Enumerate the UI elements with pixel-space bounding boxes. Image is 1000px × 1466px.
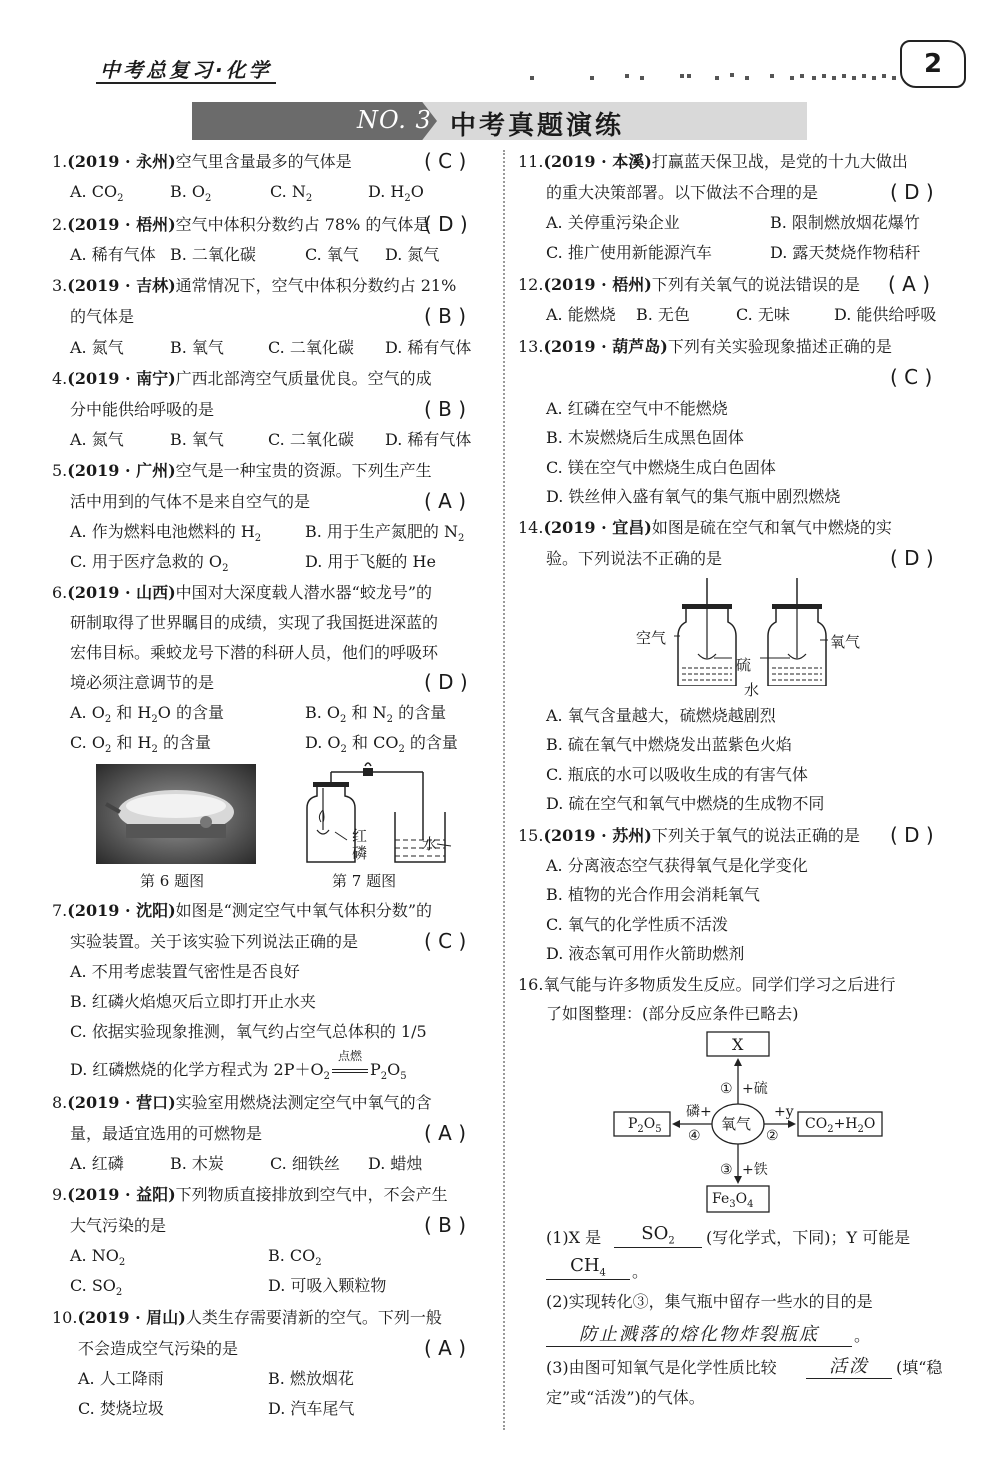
diagram-node-x: X <box>732 1035 744 1054</box>
header-title: 中考总复习·化学 <box>100 58 272 82</box>
q5-option-c: C. 用于医疗急救的 $O_2$ <box>70 552 229 575</box>
q2-option-b: B. 二氧化碳 <box>170 245 256 264</box>
diagram-node-p2o5: $P_2O_5$ <box>628 1116 662 1135</box>
answer-1: ( C ) <box>424 149 467 173</box>
diagram-label-2: ② <box>766 1128 779 1144</box>
question-11: 11.(2019 · 本溪)打赢蓝天保卫战，是党的十九大做出 <box>518 152 908 171</box>
q7-option-b: B. 红磷火焰熄灭后立即打开止水夹 <box>70 992 316 1011</box>
q4-option-d: D. 稀有气体 <box>385 430 472 449</box>
diagram-label-3-text: +铁 <box>742 1162 768 1178</box>
q6-option-d: D. $O_2$ 和 $CO_2$ 的含量 <box>305 733 458 756</box>
q13-option-b: B. 木炭燃烧后生成黑色固体 <box>546 428 744 447</box>
q5-option-d: D. 用于飞艇的 He <box>305 552 436 571</box>
question-7-line2: 实验装置。关于该实验下列说法正确的是 <box>70 932 359 951</box>
q14-figure-label-water: 水 <box>744 681 760 699</box>
q7-option-d: D. 红磷燃烧的化学方程式为 $2P+O_2$ 点燃 $P_2O_5$ <box>70 1060 407 1087</box>
q10-option-a: A. 人工降雨 <box>78 1369 164 1388</box>
q16-answer-x: $SO_2$ <box>614 1223 702 1248</box>
q3-option-b: B. 氧气 <box>170 338 224 357</box>
q4-option-b: B. 氧气 <box>170 430 224 449</box>
answer-3: ( B ) <box>424 304 467 328</box>
answer-10: ( A ) <box>424 1336 467 1360</box>
page-number: 2 <box>900 40 966 88</box>
q14-option-c: C. 瓶底的水可以吸收生成的有害气体 <box>546 765 808 784</box>
answer-7: ( C ) <box>424 929 467 953</box>
q10-option-c: C. 焚烧垃圾 <box>78 1399 164 1418</box>
question-7: 7.(2019 · 沈阳)如图是“测定空气中氧气体积分数”的 <box>52 901 433 920</box>
q3-option-c: C. 二氧化碳 <box>268 338 354 357</box>
question-8: 8.(2019 · 营口)实验室用燃烧法测定空气中氧气的含 <box>52 1093 432 1112</box>
answer-4: ( B ) <box>424 397 467 421</box>
q5-option-a: A. 作为燃料电池燃料的 $H_2$ <box>70 522 262 545</box>
diagram-label-4-text: 磷+ <box>686 1104 712 1120</box>
question-4: 4.(2019 · 南宁)广西北部湾空气质量优良。空气的成 <box>52 369 432 388</box>
header-rule <box>96 82 276 84</box>
q16-part3-c: 定”或“活泼”)的气体。 <box>546 1388 705 1407</box>
q14-figure-label-sulfur: 硫 <box>736 656 752 674</box>
q7-option-a: A. 不用考虑装置气密性是否良好 <box>70 962 300 981</box>
diagram-label-2-text: +y <box>774 1104 794 1120</box>
banner-title: 中考真题演练 <box>450 111 625 141</box>
q16-answer-water-purpose: 防止溅落的熔化物炸裂瓶底 <box>546 1320 852 1347</box>
diagram-label-4: ④ <box>688 1128 701 1144</box>
question-16: 16.氧气能与许多物质发生反应。同学们学习之后进行 <box>518 975 896 994</box>
q5-option-b: B. 用于生产氮肥的 $N_2$ <box>305 522 465 545</box>
question-4-line2: 分中能供给呼吸的是 <box>70 400 215 419</box>
q10-option-b: B. 燃放烟花 <box>268 1369 354 1388</box>
answer-6: ( D ) <box>424 670 468 694</box>
ignition-condition: 点燃 <box>337 1049 362 1063</box>
diagram-center-oxygen: 氧气 <box>721 1115 752 1133</box>
section-banner <box>192 102 807 140</box>
banner-number: NO. 3 <box>357 106 432 134</box>
q14-option-a: A. 氧气含量越大，硫燃烧越剧烈 <box>546 706 776 725</box>
q15-option-b: B. 植物的光合作用会消耗氧气 <box>546 885 760 904</box>
answer-11: ( D ) <box>890 180 934 204</box>
question-12: 12.(2019 · 梧州)下列有关氧气的说法错误的是 <box>518 275 860 294</box>
q11-option-a: A. 关停重污染企业 <box>546 213 680 232</box>
column-divider <box>503 150 505 1430</box>
q11-option-c: C. 推广使用新能源汽车 <box>546 243 712 262</box>
q16-part1: (1)X 是 <box>546 1228 602 1247</box>
q1-option-a: A. $CO_2$ <box>70 182 124 205</box>
figure-7-label-red: 红 <box>352 827 368 845</box>
answer-12: ( A ) <box>888 272 931 296</box>
q16-part2-end: 。 <box>854 1326 871 1345</box>
answer-15: ( D ) <box>890 823 934 847</box>
q4-option-c: C. 二氧化碳 <box>268 430 354 449</box>
question-6: 6.(2019 · 山西)中国对大深度载人潜水器“蛟龙号”的 <box>52 583 433 602</box>
q2-option-d: D. 氮气 <box>385 245 440 264</box>
q1-option-b: B. $O_2$ <box>170 182 212 205</box>
diagram-node-fe3o4: $Fe_3O_4$ <box>712 1191 754 1210</box>
question-11-line2: 的重大决策部署。以下做法不合理的是 <box>546 183 819 202</box>
q16-part2: (2)实现转化③，集气瓶中留存一些水的目的是 <box>546 1292 873 1311</box>
q8-option-a: A. 红磷 <box>70 1154 124 1173</box>
q6-option-a: A. $O_2$ 和 $H_2O$ 的含量 <box>70 703 224 726</box>
q1-option-c: C. $N_2$ <box>270 182 313 205</box>
q3-option-d: D. 稀有气体 <box>385 338 472 357</box>
q15-option-d: D. 液态氧可用作火箭助燃剂 <box>546 944 745 963</box>
q4-option-a: A. 氮气 <box>70 430 124 449</box>
q2-option-c: C. 氧气 <box>305 245 359 264</box>
q14-option-d: D. 硫在空气和氧气中燃烧的生成物不同 <box>546 794 825 813</box>
question-9: 9.(2019 · 益阳)下列物质直接排放到空气中，不会产生 <box>52 1185 448 1204</box>
answer-2: ( D ) <box>424 212 468 236</box>
q13-option-a: A. 红磷在空气中不能燃烧 <box>546 399 728 418</box>
answer-14: ( D ) <box>890 546 934 570</box>
question-8-line2: 量，最适宜选用的可燃物是 <box>70 1124 263 1143</box>
q16-part1-b: (写化学式，下同)；Y 可能是 <box>706 1228 911 1247</box>
answer-5: ( A ) <box>424 489 467 513</box>
figure-7-label-water: 水 <box>422 835 438 853</box>
q7-option-c: C. 依据实验现象推测，氧气约占空气总体积的 1/5 <box>70 1022 427 1041</box>
diagram-label-1: ① <box>720 1081 733 1097</box>
question-14-line2: 验。下列说法不正确的是 <box>546 549 723 568</box>
answer-8: ( A ) <box>424 1121 467 1145</box>
q8-option-c: C. 细铁丝 <box>270 1154 340 1173</box>
q16-part3-b: (填“稳 <box>896 1358 943 1377</box>
sulfur-combustion-apparatus <box>672 574 842 686</box>
q9-option-d: D. 可吸入颗粒物 <box>268 1276 387 1295</box>
q14-figure-label-air: 空气 <box>636 629 667 647</box>
question-6-line3: 宏伟目标。乘蛟龙号下潜的科研人员，他们的呼吸环 <box>70 643 439 662</box>
question-5: 5.(2019 · 广州)空气是一种宝贵的资源。下列生产生 <box>52 461 432 480</box>
question-16-line2: 了如图整理：(部分反应条件已略去) <box>546 1004 799 1023</box>
q16-part3: (3)由图可知氧气是化学性质比较 <box>546 1358 777 1377</box>
diagram-node-co2-h2o: $CO_2+H_2O$ <box>805 1116 876 1135</box>
q10-option-d: D. 汽车尾气 <box>268 1399 355 1418</box>
question-3: 3.(2019 · 吉林)通常情况下，空气中体积分数约占 21% <box>52 276 457 295</box>
q12-option-b: B. 无色 <box>636 305 690 324</box>
submersible-photo <box>96 764 256 864</box>
q6-option-b: B. $O_2$ 和 $N_2$ 的含量 <box>305 703 447 726</box>
oxygen-measurement-apparatus <box>295 760 465 868</box>
answer-9: ( B ) <box>424 1213 467 1237</box>
q16-part1-end: 。 <box>632 1262 649 1281</box>
q2-option-a: A. 稀有气体 <box>70 245 156 264</box>
q3-option-a: A. 氮气 <box>70 338 124 357</box>
q13-option-c: C. 镁在空气中燃烧生成白色固体 <box>546 458 776 477</box>
question-6-line2: 研制取得了世界瞩目的成绩，实现了我国挺进深蓝的 <box>70 613 439 632</box>
q16-answer-reactivity: 活泼 <box>806 1352 892 1379</box>
diagram-label-3: ③ <box>720 1162 733 1178</box>
question-2: 2.(2019 · 梧州)空气中体积分数约占 78% 的气体是 <box>52 215 430 234</box>
q12-option-c: C. 无味 <box>736 305 790 324</box>
q1-option-d: D. $H_2O$ <box>368 182 424 205</box>
q8-option-b: B. 木炭 <box>170 1154 224 1173</box>
figure-7-label-phosphorus: 磷 <box>352 844 368 862</box>
q13-option-d: D. 铁丝伸入盛有氧气的集气瓶中剧烈燃烧 <box>546 487 841 506</box>
question-6-line4: 境必须注意调节的是 <box>70 673 215 692</box>
question-5-line2: 活中用到的气体不是来自空气的是 <box>70 492 311 511</box>
q15-option-c: C. 氧气的化学性质不活泼 <box>546 915 728 934</box>
question-10-line2: 不会造成空气污染的是 <box>78 1339 239 1358</box>
figure-6-caption: 第 6 题图 <box>140 872 205 890</box>
q12-option-a: A. 能燃烧 <box>546 305 616 324</box>
question-14: 14.(2019 · 宜昌)如图是硫在空气和氧气中燃烧的实 <box>518 518 892 537</box>
q15-option-a: A. 分离液态空气获得氧气是化学变化 <box>546 856 808 875</box>
q9-option-c: C. $SO_2$ <box>70 1276 123 1299</box>
question-9-line2: 大气污染的是 <box>70 1216 167 1235</box>
q6-option-c: C. $O_2$ 和 $H_2$ 的含量 <box>70 733 211 756</box>
q12-option-d: D. 能供给呼吸 <box>834 305 937 324</box>
q16-answer-y: $CH_4$ <box>546 1255 630 1280</box>
q11-option-d: D. 露天焚烧作物秸秆 <box>770 243 921 262</box>
figure-7-caption: 第 7 题图 <box>332 872 397 890</box>
question-1: 1.(2019 · 永州)空气里含量最多的气体是 <box>52 152 352 171</box>
question-10: 10.(2019 · 眉山)人类生存需要清新的空气。下列一般 <box>52 1308 442 1327</box>
q9-option-b: B. $CO_2$ <box>268 1246 322 1269</box>
answer-13: ( C ) <box>890 365 933 389</box>
q11-option-b: B. 限制燃放烟花爆竹 <box>770 213 920 232</box>
q14-option-b: B. 硫在氧气中燃烧发出蓝紫色火焰 <box>546 735 792 754</box>
question-15: 15.(2019 · 苏州)下列关于氧气的说法正确的是 <box>518 826 860 845</box>
question-13: 13.(2019 · 葫芦岛)下列有关实验现象描述正确的是 <box>518 337 892 356</box>
q14-figure-label-oxygen: 氧气 <box>830 633 861 651</box>
diagram-label-1-text: +硫 <box>742 1081 768 1097</box>
q8-option-d: D. 蜡烛 <box>368 1154 423 1173</box>
question-3-line2: 的气体是 <box>70 307 135 326</box>
q9-option-a: A. $NO_2$ <box>70 1246 126 1269</box>
header-dots <box>530 70 900 82</box>
